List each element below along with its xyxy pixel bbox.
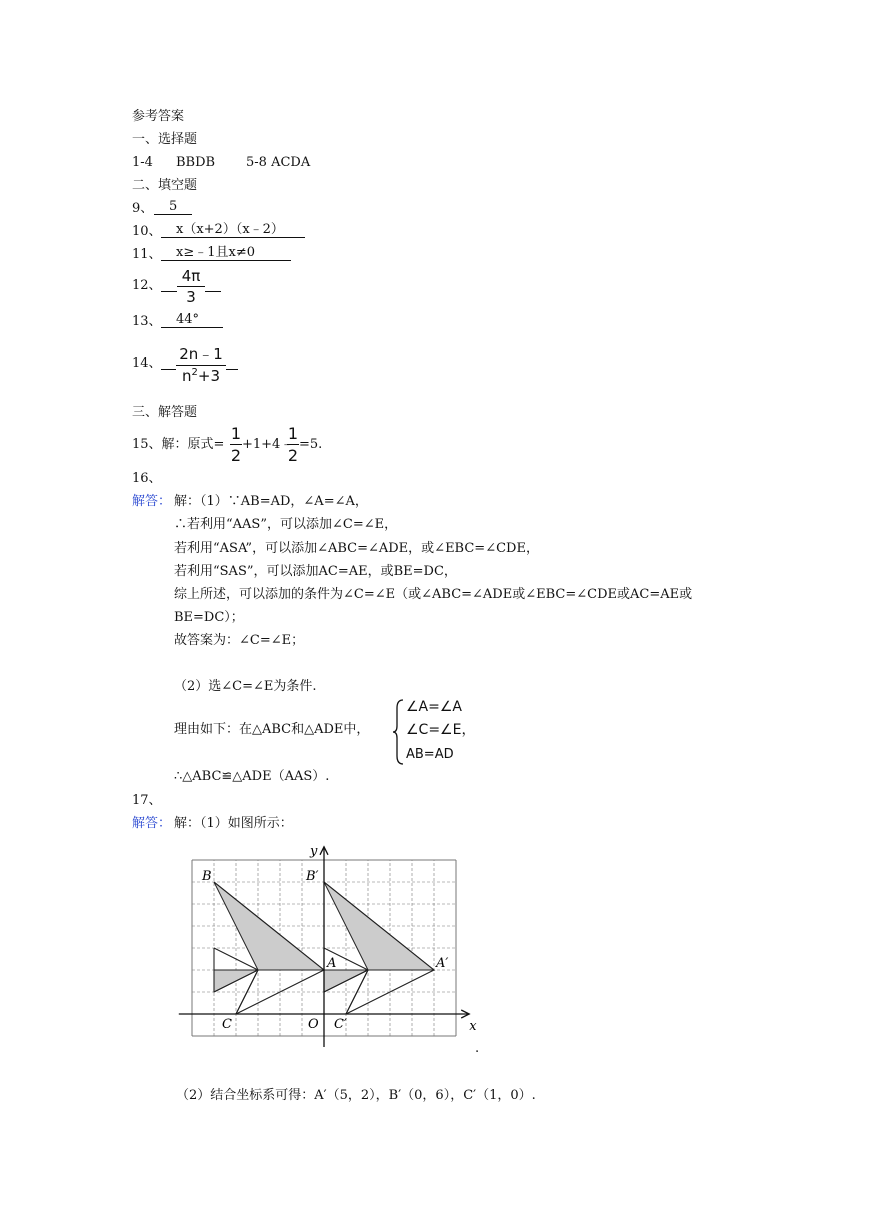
q12-blank-left [161, 291, 177, 292]
label-C-prime: C′ [334, 1017, 347, 1032]
q12-fraction [177, 267, 205, 306]
label-origin: O [308, 1017, 319, 1032]
q15-fraction-2: 1 2 [287, 424, 299, 465]
q16-line-6: BE=DC）； [174, 610, 244, 625]
figure-period: . [475, 1041, 480, 1056]
q14-denominator: $n^2+3$ [181, 367, 220, 385]
q16-line-1: 解：（1）∵AB=AD，∠A=∠A， [174, 494, 368, 509]
q17-label: 17、 [132, 793, 162, 808]
q11-answer: x≥﹣1且x≠0 [176, 245, 255, 260]
fraction-bar [176, 365, 226, 366]
q17-line-1: 解：（1）如图所示： [174, 816, 293, 831]
q12-label: 12、 [132, 278, 162, 293]
q16-line-3: 若利用“ASA”，可以添加∠ABC=∠ADE，或∠EBC=∠CDE， [174, 541, 539, 556]
system-eq-1: ∠A=∠A [406, 699, 462, 715]
q16-label: 16、 [132, 471, 162, 486]
label-y-axis: y [310, 843, 318, 859]
choice-answers-2: 5-8 ACDA [246, 155, 311, 170]
q14-fraction [176, 343, 226, 385]
choice-range-1: 1-4 [132, 155, 153, 170]
section-heading-choice: 一、选择题 [132, 132, 198, 147]
section-heading-fill: 二、填空题 [132, 178, 198, 193]
q16-answer-tag: 解答： [132, 494, 172, 509]
q15-middle: +1+4﹣ [242, 437, 294, 452]
q12-denominator: 3 [186, 288, 196, 306]
label-B: B [202, 869, 212, 884]
label-A: A [327, 956, 337, 971]
q13-answer: 44° [176, 312, 200, 327]
q16-line-8: （2）选∠C=∠E为条件. [174, 679, 317, 694]
section-heading-solve: 三、解答题 [132, 405, 198, 420]
q11-label: 11、 [132, 247, 162, 262]
system-brace [392, 698, 406, 766]
q16-line-10: ∴△ABC≌△ADE（AAS）. [174, 769, 330, 784]
label-B-prime: B′ [306, 869, 319, 884]
q9-label: 9、 [132, 201, 154, 216]
q15-result: =5. [299, 437, 323, 452]
q15-prefix: 15、解：原式= [132, 437, 225, 452]
fraction-bar [177, 286, 205, 287]
q16-line-2: ∴若利用“AAS”，可以添加∠C=∠E， [174, 517, 398, 532]
label-A-prime: A′ [436, 956, 449, 971]
q12-numerator: 4π [181, 267, 201, 285]
q16-line-9: 理由如下：在△ABC和△ADE中， [174, 722, 370, 737]
q16-line-7: 故答案为：∠C=∠E； [174, 633, 305, 648]
q15-fraction-1: 1 2 [230, 424, 242, 465]
q14-numerator: 2n﹣1 [179, 345, 223, 363]
q9-answer: 5 [169, 199, 178, 214]
page-title: 参考答案 [132, 109, 185, 124]
system-eq-2: ∠C=∠E， [406, 722, 476, 738]
q12-blank-right [205, 291, 221, 292]
q10-label: 10、 [132, 224, 162, 239]
system-eq-3: AB=AD [406, 747, 454, 762]
q14-label: 14、 [132, 356, 162, 371]
label-C: C [222, 1017, 232, 1032]
label-x-axis: x [469, 1019, 477, 1034]
q13-label: 13、 [132, 314, 162, 329]
q16-line-4: 若利用“SAS”，可以添加AC=AE，或BE=DC， [174, 564, 457, 579]
q14-blank-right [226, 369, 238, 370]
q14-blank-left [161, 369, 176, 370]
q16-line-5: 综上所述，可以添加的条件为∠C=∠E（或∠ABC=∠ADE或∠EBC=∠CDE或AC=AE或 [174, 587, 693, 602]
q17-line-2: （2）结合坐标系可得：A′（5，2），B′（0，6），C′（1，0）. [176, 1088, 536, 1103]
q17-answer-tag: 解答： [132, 816, 172, 831]
q10-answer: x（x+2）（x﹣2） [176, 222, 284, 237]
coordinate-figure [170, 832, 480, 1052]
choice-answers-1: BBDB [176, 155, 216, 170]
